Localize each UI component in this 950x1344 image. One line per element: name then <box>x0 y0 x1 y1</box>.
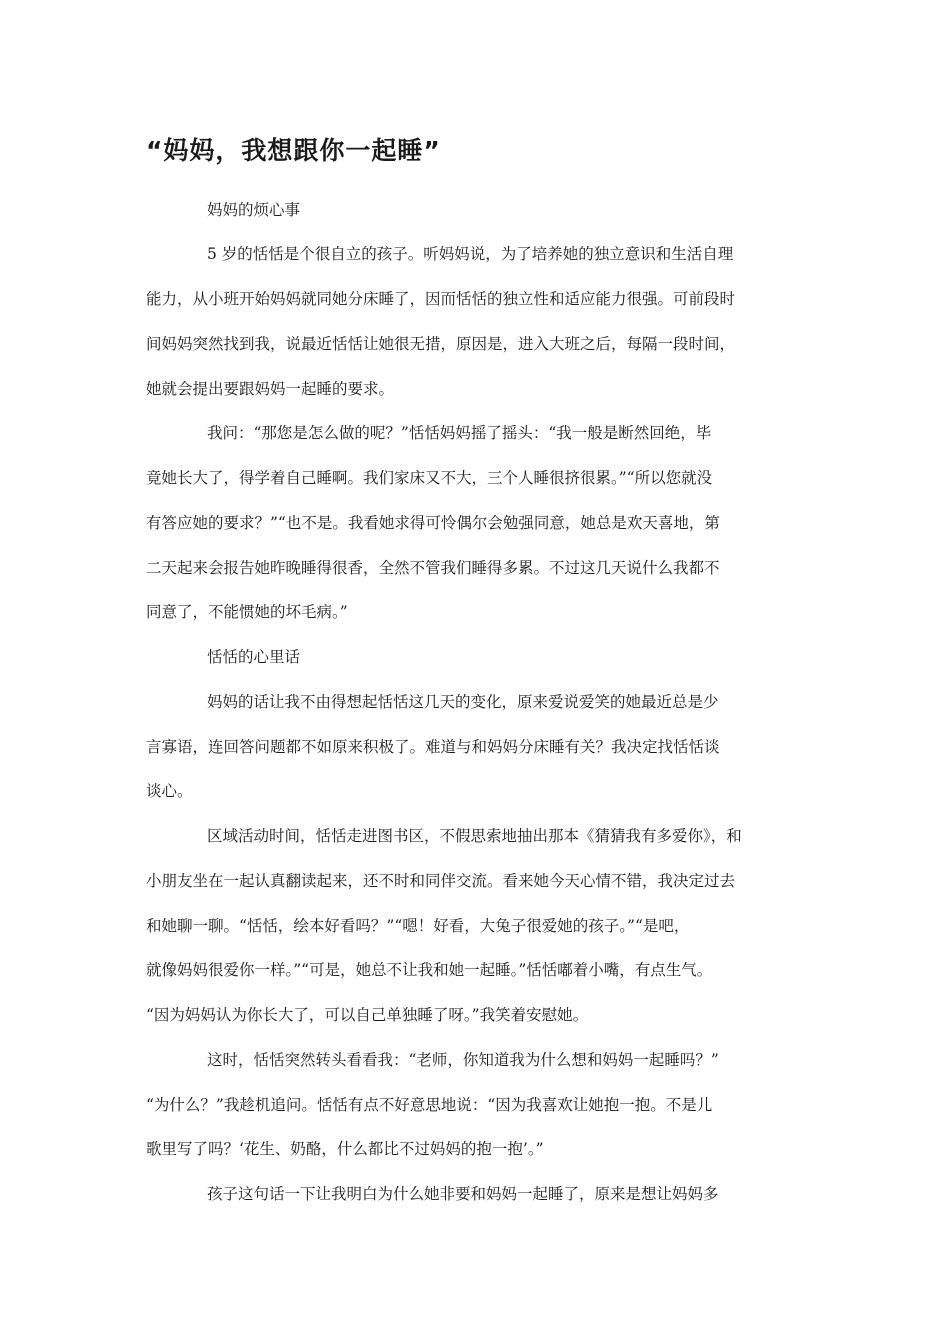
text-line: 区域活动时间，恬恬走进图书区，不假思索地抽出那本《猜猜我有多爱你》，和 <box>207 827 742 845</box>
text-line: 歌里写了吗？‘花生、奶酪，什么都比不过妈妈的抱一抱’。” <box>146 1140 544 1158</box>
section-heading: 妈妈的烦心事 <box>207 201 301 219</box>
section-heading: 恬恬的心里话 <box>207 648 301 666</box>
article-title: “妈妈，我想跟你一起睡” <box>146 136 441 165</box>
text-line: 我问：“那您是怎么做的呢？”恬恬妈妈摇了摇头：“我一般是断然回绝，毕 <box>207 424 712 442</box>
text-line: 二天起来会报告她昨晚睡得很香，全然不管我们睡得多累。不过这几天说什么我都不 <box>146 559 720 577</box>
text-line: 小朋友坐在一起认真翻读起来，还不时和同伴交流。看来她今天心情不错，我决定过去 <box>146 872 736 890</box>
text-line: 谈心。 <box>146 782 193 800</box>
text-line: 同意了，不能惯她的坏毛病。” <box>146 603 348 621</box>
text-line: 言寡语，连回答问题都不如原来积极了。难道与和妈妈分床睡有关？我决定找恬恬谈 <box>146 738 720 756</box>
text-line: 孩子这句话一下让我明白为什么她非要和妈妈一起睡了，原来是想让妈妈多 <box>207 1185 719 1203</box>
text-line: 就像妈妈很爱你一样。”“可是，她总不让我和她一起睡。”恬恬嘟着小嘴，有点生气。 <box>146 961 713 979</box>
text-line: 有答应她的要求？”“也不是。我看她求得可怜偶尔会勉强同意，她总是欢天喜地，第 <box>146 514 720 532</box>
text-line: 她就会提出要跟妈妈一起睡的要求。 <box>146 380 395 398</box>
text-line: 妈妈的话让我不由得想起恬恬这几天的变化，原来爱说爱笑的她最近总是少 <box>207 693 719 711</box>
text-line: 这时，恬恬突然转头看看我：“老师，你知道我为什么想和妈妈一起睡吗？” <box>207 1051 719 1069</box>
text-line: 能力，从小班开始妈妈就同她分床睡了，因而恬恬的独立性和适应能力很强。可前段时 <box>146 290 736 308</box>
text-line: “为什么？”我趁机追问。恬恬有点不好意思地说：“因为我喜欢让她抱一抱。不是儿 <box>146 1096 713 1114</box>
text-line: “因为妈妈认为你长大了，可以自己单独睡了呀。”我笑着安慰她。 <box>146 1006 589 1024</box>
text-line: 竟她长大了，得学着自己睡啊。我们家床又不大，三个人睡很挤很累。”“所以您就没 <box>146 469 713 487</box>
text-line: 和她聊一聊。“恬恬，绘本好看吗？”“嗯！好看，大兔子很爱她的孩子。”“是吧， <box>146 917 690 935</box>
text-line: 间妈妈突然找到我，说最近恬恬让她很无措，原因是，进入大班之后，每隔一段时间， <box>146 335 736 353</box>
text-line: 5 岁的恬恬是个很自立的孩子。听妈妈说，为了培养她的独立意识和生活自理 <box>207 245 734 263</box>
